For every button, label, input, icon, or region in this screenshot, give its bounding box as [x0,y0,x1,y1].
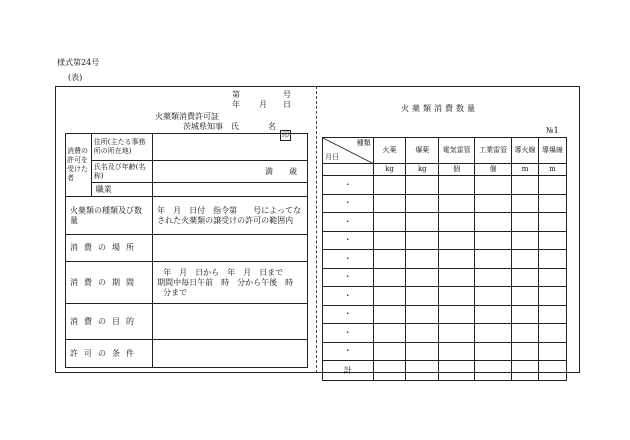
table-row [323,268,567,287]
quantity-cell[interactable] [439,176,475,195]
page-no: №1 [546,126,559,135]
name-age-label: 氏名及び年齢(名称) [91,161,152,183]
explosive-type-label: 火薬類の種類及び数量 [66,197,153,235]
quantity-cell[interactable] [539,250,567,269]
period-value-3: 分まで [163,287,188,297]
table-row [323,305,567,324]
date-day: 日 [283,100,291,109]
date-dot: ・ [323,231,374,250]
occupation-value[interactable] [153,183,308,197]
quantity-cell[interactable] [539,213,567,232]
quantity-cell[interactable] [512,231,539,250]
date-dot: ・ [323,250,374,269]
quantity-cell[interactable] [439,287,475,306]
page-divider [316,86,317,373]
quantity-cell[interactable] [373,194,406,213]
purpose-value[interactable] [153,304,308,340]
table-row [323,194,567,213]
total-cell[interactable] [512,361,539,381]
quantity-cell[interactable] [439,213,475,232]
quantity-cell[interactable] [439,250,475,269]
quantity-cell[interactable] [475,176,512,195]
table-row [323,231,567,250]
quantity-cell[interactable] [373,176,406,195]
consumption-table [322,137,567,381]
form-number: 様式第24号 [57,58,100,67]
quantity-cell[interactable] [539,231,567,250]
purpose-label: 消費の目的 [66,304,153,340]
date-dot: ・ [323,213,374,232]
quantity-cell[interactable] [439,231,475,250]
quantity-cell[interactable] [475,268,512,287]
corner-top-label: 種類 [356,139,371,147]
quantity-cell[interactable] [373,342,406,361]
date-dot: ・ [323,287,374,306]
total-cell[interactable] [373,361,406,381]
period-label: 消費の期間 [66,262,153,304]
date-dot: ・ [323,176,374,195]
unit-cell: 個 [439,164,475,176]
unit-cell: 個 [475,164,512,176]
total-cell[interactable] [539,361,567,381]
place-label: 消費の場所 [66,235,153,262]
quantity-cell[interactable] [475,194,512,213]
col-header: 電気雷管 [439,138,475,164]
col-header: 導爆線 [539,138,567,164]
quantity-cell[interactable] [406,250,439,269]
age-unit: 満 歳 [153,161,308,183]
quantity-cell[interactable] [512,176,539,195]
address-label: 住所(主たる事務所の所在地) [91,134,152,161]
place-value[interactable] [153,235,308,262]
quantity-cell[interactable] [373,250,406,269]
col-header: 工業雷管 [475,138,512,164]
quantity-cell[interactable] [539,287,567,306]
quantity-cell[interactable] [406,268,439,287]
quantity-cell[interactable] [512,268,539,287]
quantity-cell[interactable] [439,268,475,287]
quantity-cell[interactable] [439,194,475,213]
col-header: 爆薬 [406,138,439,164]
quantity-cell[interactable] [439,342,475,361]
quantity-cell[interactable] [475,324,512,343]
quantity-cell[interactable] [475,213,512,232]
quantity-cell[interactable] [439,324,475,343]
explosive-type-value: 年 月 日付 指令第 号によってなされた火薬類の譲受けの許可の範囲内 [153,197,308,235]
quantity-cell[interactable] [406,287,439,306]
quantity-cell[interactable] [539,305,567,324]
number-dai: 第 [232,90,240,99]
quantity-cell[interactable] [475,250,512,269]
quantity-cell[interactable] [539,268,567,287]
quantity-cell[interactable] [373,231,406,250]
quantity-cell[interactable] [373,268,406,287]
total-cell[interactable] [475,361,512,381]
quantity-cell[interactable] [406,231,439,250]
table-row [323,250,567,269]
date-month: 月 [259,100,267,109]
period-value-1: 年 月 日から 年 月 日まで [163,267,284,277]
permit-table [65,133,308,368]
issuer: 茨城県知事 氏 [183,122,239,131]
unit-cell: m [539,164,567,176]
address-value[interactable] [153,134,308,161]
quantity-cell[interactable] [512,287,539,306]
quantity-cell[interactable] [406,194,439,213]
quantity-cell[interactable] [475,287,512,306]
date-dot: ・ [323,324,374,343]
date-dot: ・ [323,268,374,287]
table-row [323,213,567,232]
quantity-cell[interactable] [406,342,439,361]
col-header: 火薬 [373,138,406,164]
date-dot: ・ [323,342,374,361]
quantity-cell[interactable] [512,213,539,232]
seal-mark: 印 [282,131,289,139]
table-row [323,287,567,306]
quantity-cell[interactable] [475,231,512,250]
quantity-cell[interactable] [406,176,439,195]
table-row [323,324,567,343]
occupation-label: 職業 [95,184,112,194]
unit-cell: m [512,164,539,176]
quantity-cell[interactable] [373,305,406,324]
quantity-cell[interactable] [373,324,406,343]
quantity-cell[interactable] [475,342,512,361]
quantity-cell[interactable] [406,324,439,343]
unit-row-blank [323,164,374,176]
quantity-cell[interactable] [539,176,567,195]
name-suffix: 名 [268,122,276,131]
quantity-cell[interactable] [539,342,567,361]
total-cell[interactable] [439,361,475,381]
number-go: 号 [283,90,291,99]
quantity-cell[interactable] [512,250,539,269]
quantity-cell[interactable] [512,342,539,361]
total-cell[interactable] [406,361,439,381]
date-dot: ・ [323,305,374,324]
quantity-cell[interactable] [373,287,406,306]
table-row [323,176,567,195]
certificate-title: 火薬類消費許可証 [155,112,219,121]
unit-cell: kg [373,164,406,176]
quantity-cell[interactable] [475,305,512,324]
unit-cell: kg [406,164,439,176]
side-label: (表) [68,73,83,82]
date-dot: ・ [323,194,374,213]
table-row [323,342,567,361]
quantity-cell[interactable] [512,324,539,343]
quantity-cell[interactable] [406,213,439,232]
permittee-side-label: 消費の許可を受けた者 [66,134,92,197]
corner-cell [323,138,374,164]
consumption-title: 火薬類消費数量 [401,104,478,113]
quantity-cell[interactable] [512,194,539,213]
total-label: 計 [323,361,374,381]
quantity-cell[interactable] [406,305,439,324]
col-header: 導火線 [512,138,539,164]
quantity-cell[interactable] [539,324,567,343]
quantity-cell[interactable] [439,305,475,324]
corner-bottom-label: 月日 [325,153,339,161]
condition-value[interactable] [153,340,308,368]
quantity-cell[interactable] [539,194,567,213]
quantity-cell[interactable] [512,305,539,324]
period-value-2: 期間中毎日午前 時 分から午後 時 [157,277,294,287]
condition-label: 許可の条件 [66,340,153,368]
quantity-cell[interactable] [373,213,406,232]
date-year: 年 [232,100,240,109]
